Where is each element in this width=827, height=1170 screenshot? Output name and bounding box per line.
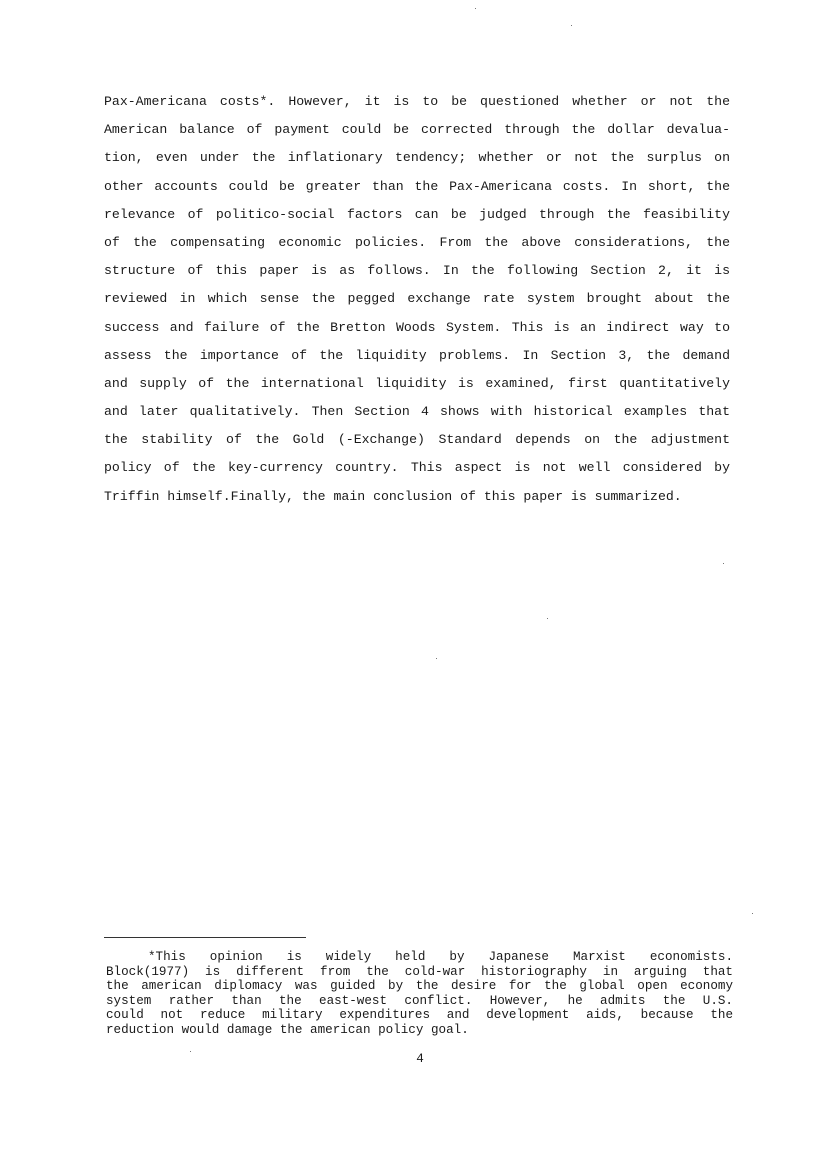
- body-line: relevance of politico-social factors can be judged through the feasibility: [104, 206, 730, 222]
- scan-speck: [436, 658, 437, 659]
- body-text: [104, 88, 730, 511]
- footnote-line: could not reduce military expenditures and development aids, because the: [106, 1008, 733, 1023]
- footnote-line: the american diplomacy was guided by the desire for the global open economy: [106, 979, 733, 994]
- body-line: structure of this paper is as follows. In the following Section 2, it is: [104, 263, 730, 279]
- body-line: tion, even under the inflationary tendency; whether or not the surplus on: [104, 150, 730, 166]
- scan-speck: [571, 25, 572, 26]
- body-line: success and failure of the Bretton Woods System. This is an indirect way to: [104, 319, 730, 335]
- scan-speck: [547, 618, 548, 619]
- footnote-line: *This opinion is widely held by Japanese Marxist economists.: [148, 950, 733, 964]
- footnote: [106, 950, 733, 1038]
- body-line: and later qualitatively. Then Section 4 shows with historical examples that: [104, 404, 730, 420]
- footnote-line: Block(1977) is different from the cold-war historiography in arguing that: [106, 964, 733, 979]
- body-line: Pax-Americana costs*. However, it is to be questioned whether or not the: [104, 94, 730, 109]
- footnote-separator: [104, 937, 306, 938]
- scan-speck: [723, 563, 724, 564]
- body-line: assess the importance of the liquidity problems. In Section 3, the demand: [104, 347, 730, 363]
- body-line: American balance of payment could be corrected through the dollar devalua-: [104, 122, 730, 138]
- scan-speck: [190, 1051, 191, 1052]
- body-line: reviewed in which sense the pegged exchange rate system brought about the: [104, 291, 730, 307]
- page-number: 4: [416, 1052, 424, 1066]
- body-line: the stability of the Gold (-Exchange) Standard depends on the adjustment: [104, 432, 730, 448]
- scan-speck: [752, 913, 753, 914]
- footnote-line: system rather than the east-west conflict. However, he admits the U.S.: [106, 993, 733, 1008]
- body-line: policy of the key-currency country. This aspect is not well considered by: [104, 460, 730, 476]
- body-line: other accounts could be greater than the Pax-Americana costs. In short, the: [104, 178, 730, 194]
- body-line: and supply of the international liquidity is examined, first quantitatively: [104, 375, 730, 391]
- body-line: of the compensating economic policies. From the above considerations, the: [104, 234, 730, 250]
- scan-speck: [475, 8, 476, 9]
- body-line: Triffin himself.Finally, the main conclusion of this paper is summarized.: [104, 488, 682, 504]
- footnote-line: reduction would damage the american policy goal.: [106, 1022, 469, 1037]
